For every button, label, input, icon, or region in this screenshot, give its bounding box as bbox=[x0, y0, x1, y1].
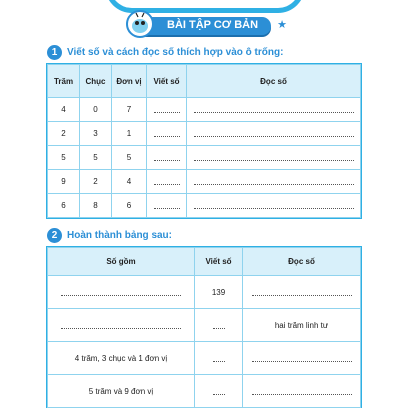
viet-so-blank[interactable] bbox=[147, 194, 187, 218]
so-gom-blank[interactable] bbox=[48, 276, 195, 309]
table-row bbox=[48, 309, 361, 342]
cell-don-vi: 5 bbox=[112, 146, 147, 170]
doc-so-blank[interactable] bbox=[243, 342, 361, 375]
header-viet-so: Viết số bbox=[195, 248, 243, 276]
viet-so-blank[interactable] bbox=[147, 170, 187, 194]
star-icon: ★ bbox=[277, 19, 287, 31]
cell-tram: 9 bbox=[48, 170, 80, 194]
cell-don-vi: 7 bbox=[112, 98, 147, 122]
table-header-row bbox=[48, 248, 361, 276]
doc-so-blank[interactable] bbox=[187, 98, 361, 122]
section-1-number: 1 bbox=[47, 45, 62, 60]
doc-so-blank[interactable] bbox=[187, 122, 361, 146]
exercise-2-table bbox=[47, 247, 361, 408]
cell-tram: 4 bbox=[48, 98, 80, 122]
table-row bbox=[48, 276, 361, 309]
viet-so-blank[interactable] bbox=[147, 122, 187, 146]
doc-so-blank[interactable] bbox=[187, 170, 361, 194]
cell-doc-so: hai trăm linh tư bbox=[243, 309, 361, 342]
cell-tram: 5 bbox=[48, 146, 80, 170]
header-so-gom: Số gồm bbox=[48, 248, 195, 276]
bee-mascot-icon bbox=[125, 9, 155, 39]
exercise-1-table bbox=[47, 64, 361, 218]
so-gom-blank[interactable] bbox=[48, 309, 195, 342]
header-viet-so: Viết số bbox=[147, 65, 187, 98]
viet-so-blank[interactable] bbox=[195, 342, 243, 375]
doc-so-blank[interactable] bbox=[243, 375, 361, 408]
table-row bbox=[48, 342, 361, 375]
cell-chuc: 5 bbox=[80, 146, 112, 170]
cell-don-vi: 6 bbox=[112, 194, 147, 218]
table-header-row bbox=[48, 65, 361, 98]
viet-so-blank[interactable] bbox=[195, 375, 243, 408]
doc-so-blank[interactable] bbox=[187, 146, 361, 170]
doc-so-blank[interactable] bbox=[243, 276, 361, 309]
viet-so-blank[interactable] bbox=[147, 98, 187, 122]
viet-so-blank[interactable] bbox=[195, 309, 243, 342]
doc-so-blank[interactable] bbox=[187, 194, 361, 218]
cell-so-gom: 4 trăm, 3 chục và 1 đơn vị bbox=[48, 342, 195, 375]
section-1-title: Viết số và cách đọc số thích hợp vào ô trống: bbox=[67, 47, 284, 58]
cell-don-vi: 1 bbox=[112, 122, 147, 146]
cell-chuc: 0 bbox=[80, 98, 112, 122]
page-title: BÀI TẬP CƠ BẢN bbox=[167, 19, 259, 31]
cell-tram: 2 bbox=[48, 122, 80, 146]
cell-tram: 6 bbox=[48, 194, 80, 218]
cell-so-gom: 5 trăm và 9 đơn vị bbox=[48, 375, 195, 408]
cell-viet-so: 139 bbox=[195, 276, 243, 309]
cell-chuc: 3 bbox=[80, 122, 112, 146]
section-header-pill bbox=[131, 17, 287, 35]
header-doc-so: Đọc số bbox=[187, 65, 361, 98]
table-row bbox=[48, 375, 361, 408]
table-row bbox=[48, 98, 361, 122]
table-row bbox=[48, 194, 361, 218]
section-2-number: 2 bbox=[47, 228, 62, 243]
viet-so-blank[interactable] bbox=[147, 146, 187, 170]
table-row bbox=[48, 170, 361, 194]
table-row bbox=[48, 146, 361, 170]
cell-chuc: 2 bbox=[80, 170, 112, 194]
header-chuc: Chục bbox=[80, 65, 112, 98]
section-2-title: Hoàn thành bảng sau: bbox=[67, 230, 172, 241]
table-row bbox=[48, 122, 361, 146]
cell-chuc: 8 bbox=[80, 194, 112, 218]
header-tram: Trăm bbox=[48, 65, 80, 98]
header-doc-so: Đọc số bbox=[243, 248, 361, 276]
cell-don-vi: 4 bbox=[112, 170, 147, 194]
header-don-vi: Đơn vị bbox=[112, 65, 147, 98]
